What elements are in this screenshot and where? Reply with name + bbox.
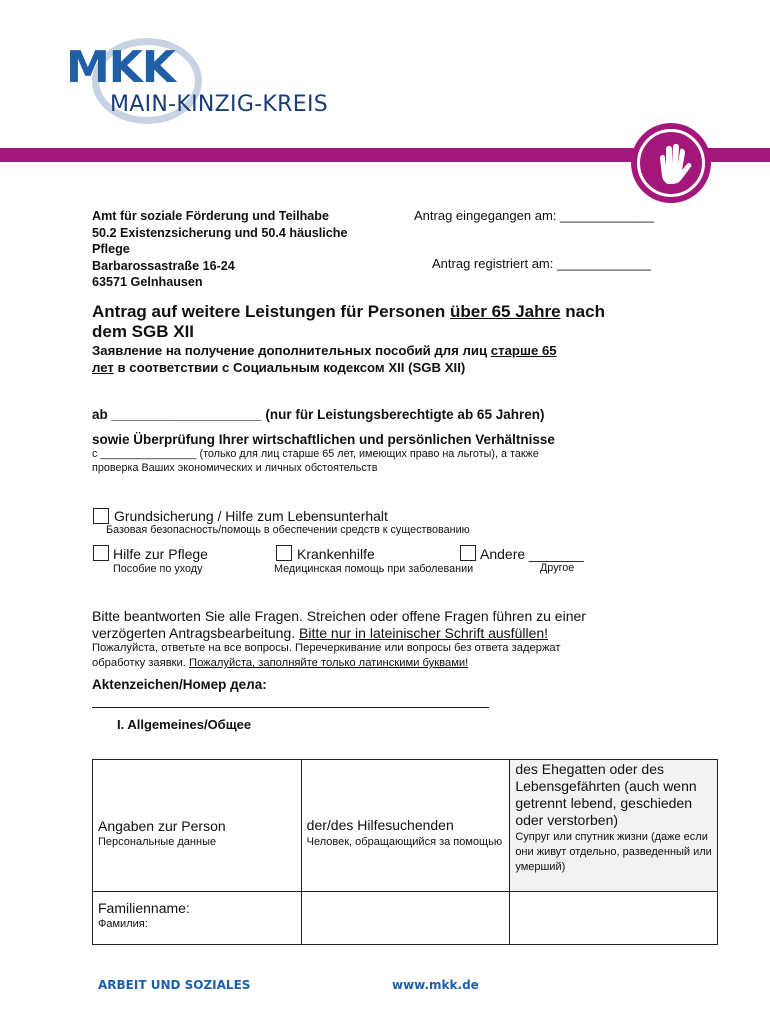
footer-website-link[interactable]: www.mkk.de [392,978,479,992]
grundsicherung-label-ru: Базовая безопасность/помощь в обеспечении средств к существованию [106,524,470,536]
logo-abbr: MKK [66,42,175,93]
andere-label-ru: Другое [540,562,575,574]
col1-label-ru: Персональные данные [98,836,217,848]
instructions-ru: Пожалуйста, ответьте на все вопросы. Перечеркивание или вопросы без ответа задержат [92,642,561,654]
pflege-label-ru: Пособие по уходу [113,563,203,575]
instructions-de: Bitte beantworten Sie alle Fragen. Streichen oder offene Fragen führen zu einer [92,608,586,624]
family-name-spouse-field[interactable] [510,892,718,945]
address-line: Barbarossastraße 16-24 [92,258,235,273]
grundsicherung-checkbox[interactable] [93,508,109,524]
krankenhilfe-label-ru: Медицинская помощь при заболевании [274,563,474,575]
col3-label: des Ehegatten oder des Lebensgefährten (auch wenn getrennt lebend, geschieden oder verstorben) [515,761,697,828]
file-reference-line[interactable] [92,707,489,708]
col1-label: Angaben zur Person [98,818,226,834]
table-cell [93,760,302,892]
table-cell [301,760,510,892]
andere-checkbox[interactable] [460,545,476,561]
krankenhilfe-label: Krankenhilfe [297,546,375,562]
pflege-checkbox[interactable] [93,545,109,561]
krankenhilfe-checkbox[interactable] [276,545,292,561]
logo-name: MAIN-KINZIG-KREIS [110,92,328,117]
family-name-applicant-field[interactable] [301,892,510,945]
review-text: sowie Überprüfung Ihrer wirtschaftlichen und persönlichen Verhältnisse [92,432,555,447]
address-line: Pflege [92,242,130,256]
address-block [92,208,402,291]
file-reference-label: Aktenzeichen/Номер дела: [92,677,267,692]
form-title-ru [92,342,672,376]
review-text-ru: проверка Ваших экономических и личных обстоятельств [92,462,378,474]
personal-data-table [92,759,718,945]
family-name-label-ru: Фамилия: [98,918,148,930]
title-ru-age: старше 65 [490,343,557,358]
table-row [93,892,718,945]
title-part: nach [560,302,605,321]
address-line: 50.2 Existenzsicherung und 50.4 häusliche [92,225,348,240]
andere-field[interactable]: Andere _______ [480,546,584,562]
family-name-label: Familienname: [98,900,190,916]
title-age: über 65 Jahre [450,302,561,321]
instructions-part: verzögerten Antragsbearbeitung. [92,625,300,641]
title-part: Antrag auf weitere Leistungen für Personen [92,302,451,321]
latin-script-note: Bitte nur in lateinischer Schrift ausfüllen! [299,625,549,641]
grundsicherung-label: Grundsicherung / Hilfe zum Lebensunterhalt [114,508,388,524]
title-ru-age: лет [92,360,114,375]
hand-icon [637,129,705,197]
title-ru-part: в соответствии с Социальным кодексом XII (SGB XII) [113,360,466,375]
section-label: Allgemeines/Общее [127,717,252,732]
registered-date-field[interactable]: Antrag registriert am: _____________ [432,256,651,271]
table-cell [93,892,302,945]
pflege-label: Hilfe zur Pflege [113,546,208,562]
title-ru-part: Заявление на получение дополнительных пособий для лиц [92,343,491,358]
start-date-field[interactable]: ab ____________________ (nur für Leistungsberechtigte ab 65 Jahren) [92,407,545,422]
address-line: 63571 Gelnhausen [92,275,203,289]
instructions-ru [92,656,468,671]
instructions-de [92,625,548,642]
col2-label: der/des Hilfesuchenden [306,816,454,833]
review-text-ru: с ________________ (только для лиц старше 65 лет, имеющих право на льготы), а также [92,448,539,460]
col3-label-ru: Супруг или спутник жизни (даже если они живут отдельно, разведенный или умерший) [515,831,712,873]
received-date-field[interactable]: Antrag eingegangen am: _____________ [414,208,654,223]
section-number: I. [117,717,125,732]
col2-label-ru: Человек, обращающийся за помощью [306,835,503,848]
instructions-part: обработку заявки. [92,657,190,669]
hand-badge [631,123,711,203]
section-heading [117,717,251,732]
table-row [93,760,718,892]
table-cell [510,760,718,892]
address-line: Amt für soziale Förderung und Teilhabe [92,209,329,223]
form-title [92,302,672,342]
title-part: dem SGB XII [92,322,195,341]
latin-script-note-ru: Пожалуйста, заполняйте только латинскими буквами! [189,657,469,669]
footer-department: ARBEIT UND SOZIALES [98,978,251,992]
